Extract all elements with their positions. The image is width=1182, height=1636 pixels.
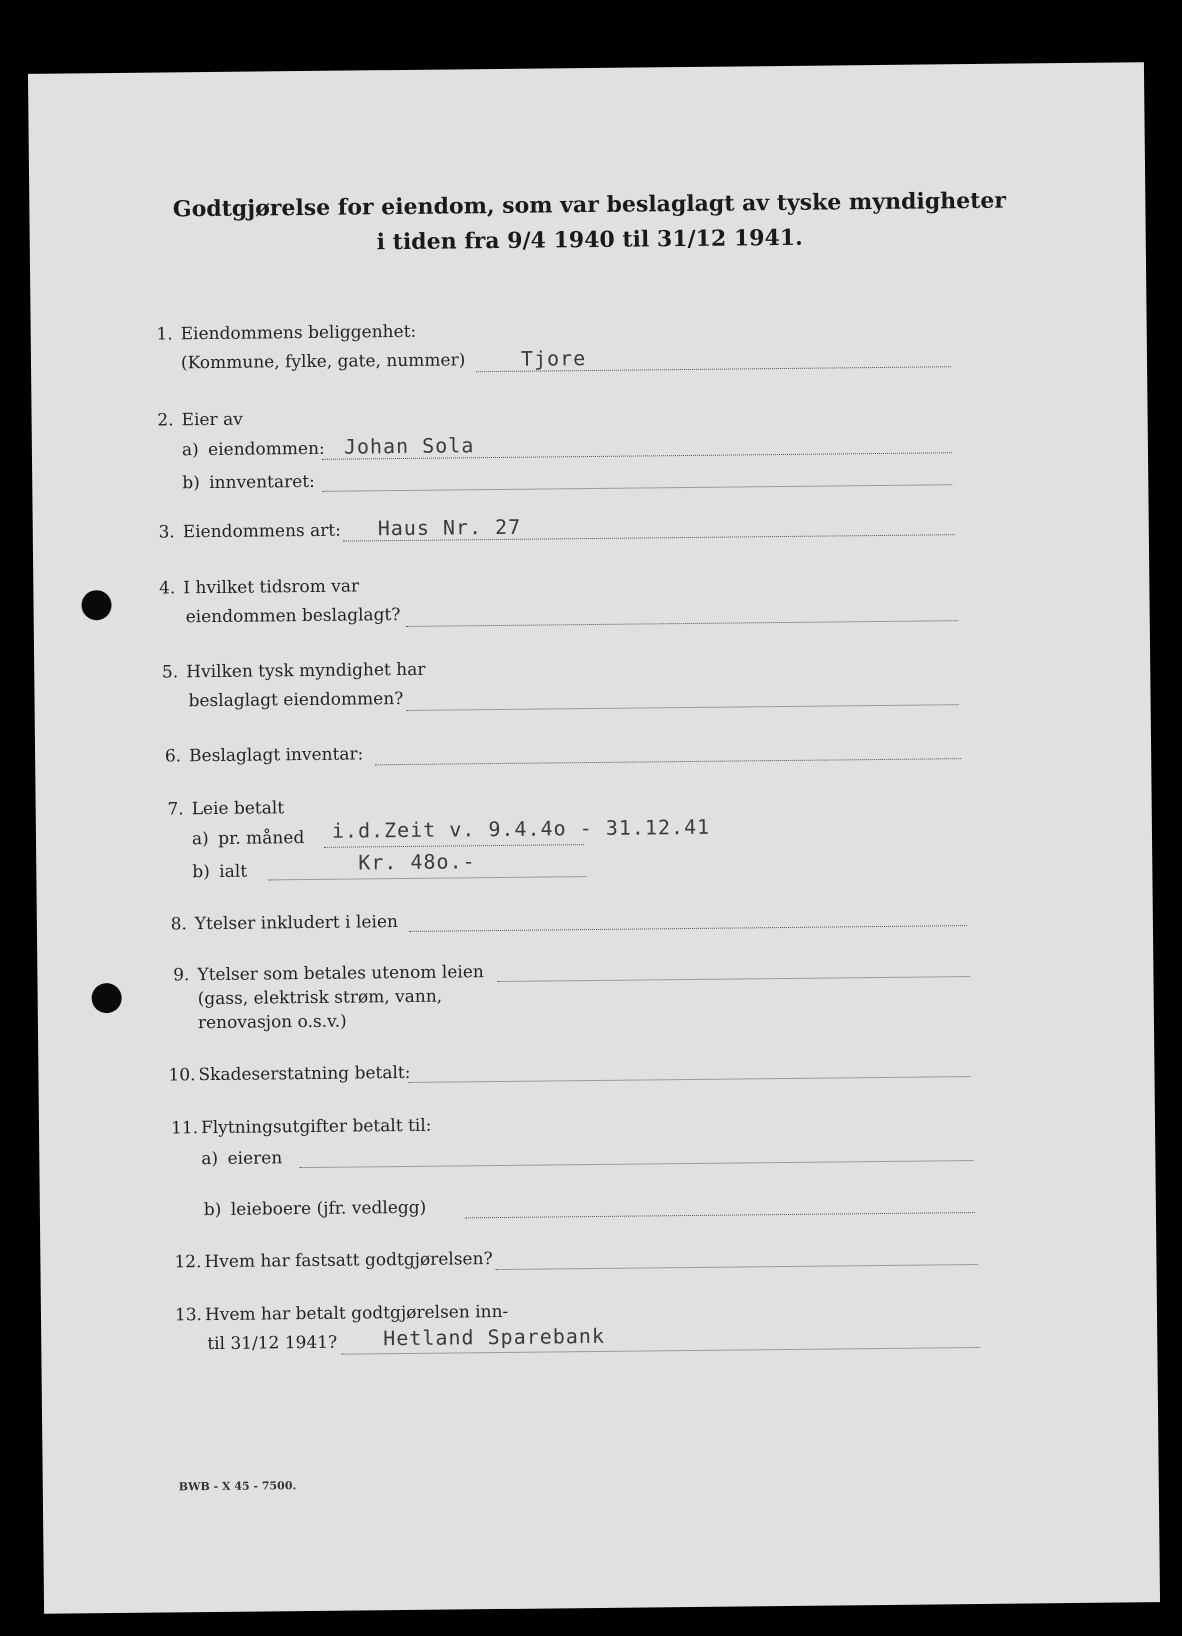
item-5-field-line[interactable] [407,704,959,711]
item-10-label: Skadeserstatning betalt: [198,1062,411,1086]
item-7-number: 7. [167,799,184,820]
item-11b [204,1198,427,1220]
item-7-label: Leie betalt [191,798,285,820]
item-4-line-2 [186,605,401,627]
item-9-sublabel-2: renovasjon o.s.v.) [197,1011,347,1034]
item-11a-label: a) [201,1148,219,1170]
item-2-label: Eier av [181,409,243,431]
item-1-number: 1. [156,324,173,345]
item-7a [192,828,305,849]
item-1-line-2 [181,350,465,373]
item-11b-text: leieboere (jfr. vedlegg) [230,1197,427,1220]
item-11a-field-line[interactable] [299,1160,973,1168]
item-7b-field-line[interactable] [268,876,586,880]
item-2-line-1 [152,410,243,431]
item-11-label: Flytningsutgifter betalt til: [200,1115,432,1139]
item-2a [182,439,325,460]
item-1-line-1 [151,322,417,345]
item-2b-text: innventaret: [209,471,315,494]
item-3-number: 3. [158,522,175,543]
form-page [28,62,1160,1614]
item-12-number: 12. [174,1252,202,1273]
item-9-sublabel-1: (gass, elektrisk strøm, vann, [197,986,443,1010]
item-7b-label: b) [192,862,210,883]
item-9-label: Ytelser som betales utenom leien [197,962,484,986]
item-5-line-2 [188,689,403,711]
item-8-field-line[interactable] [409,925,967,932]
item-9-line-3 [198,1012,347,1034]
item-7a-text: pr. måned [218,828,305,849]
item-7a-field-line[interactable] [324,844,584,848]
item-8-line-1 [165,912,398,934]
item-2b-label: b) [182,473,200,494]
item-4-field-line[interactable] [406,620,958,627]
item-9-field-line[interactable] [497,976,969,982]
item-12-line-1 [174,1249,492,1272]
item-6-field-line[interactable] [375,758,961,765]
item-2b [182,472,315,493]
item-6-label: Beslaglagt inventar: [189,744,364,767]
item-3-answer: Haus Nr. 27 [377,514,522,541]
item-11-number: 11. [170,1118,199,1139]
item-8-number: 8. [170,914,187,935]
item-3-line-1 [153,521,341,543]
item-4-sublabel: eiendommen beslaglagt? [185,605,401,628]
item-2b-field-line[interactable] [322,484,952,492]
item-13-line-2 [207,1333,337,1354]
item-1-answer: Tjore [520,346,587,371]
item-9-line-1 [167,962,484,985]
title-line-1: Godtgjørelse for eiendom, som var beslaglagt av tyske myndigheter [172,187,1007,223]
item-5-line-1 [156,660,425,683]
item-13-line-1 [175,1302,508,1325]
item-2a-label: a) [181,440,199,461]
item-12-label: Hvem har fastsatt godtgjørelsen? [204,1249,493,1273]
item-9-number: 9. [173,965,190,986]
item-10-field-line[interactable] [409,1076,971,1083]
punch-hole-top [81,590,111,620]
item-10-line-1 [168,1063,410,1086]
form-title [169,184,1010,263]
item-7b-answer: Kr. 48o.- [358,849,476,875]
item-11a [201,1148,282,1169]
item-7-line-1 [162,798,285,819]
item-13-label: Hvem har betalt godtgjørelsen inn- [204,1301,509,1326]
item-7b-text: ialt [219,861,248,882]
item-10-number: 10. [168,1065,196,1086]
item-9-line-2 [198,987,443,1010]
punch-hole-bottom [91,983,121,1013]
item-7a-label: a) [191,829,209,850]
item-8-label: Ytelser inkludert i leien [194,912,399,935]
item-2a-text: eiendommen: [207,438,325,461]
title-line-2: i tiden fra 9/4 1940 til 31/12 1941. [376,224,803,256]
item-4-line-1 [153,576,359,598]
item-1-label: Eiendommens beliggenhet: [180,321,417,345]
item-7a-answer: i.d.Zeit v. 9.4.4o - 31.12.41 [331,814,711,843]
item-12-field-line[interactable] [496,1264,978,1270]
item-2-number: 2. [157,410,174,431]
item-11-line-1 [171,1116,432,1139]
item-4-number: 4. [159,578,176,599]
item-11b-field-line[interactable] [465,1212,975,1218]
item-13-answer: Hetland Sparebank [383,1323,606,1351]
item-1-sublabel: (Kommune, fylke, gate, nummer) [180,350,466,374]
item-6-number: 6. [164,746,182,767]
item-5-number: 5. [161,662,179,683]
item-5-sublabel: beslaglagt eiendommen? [188,688,404,712]
item-11b-label: b) [203,1199,222,1221]
item-7b [192,862,247,883]
item-13-sublabel: til 31/12 1941? [207,1332,338,1355]
item-4-label: I hvilket tidsrom var [183,576,360,599]
print-code: BWB - X 45 - 7500. [178,1479,297,1494]
item-3-label: Eiendommens art: [182,520,342,543]
item-11a-text: eieren [227,1148,283,1169]
item-5-label: Hvilken tysk myndighet har [186,659,426,683]
item-13-number: 13. [174,1305,203,1326]
item-2a-answer: Johan Sola [343,433,475,459]
item-6-line-1 [159,744,363,766]
